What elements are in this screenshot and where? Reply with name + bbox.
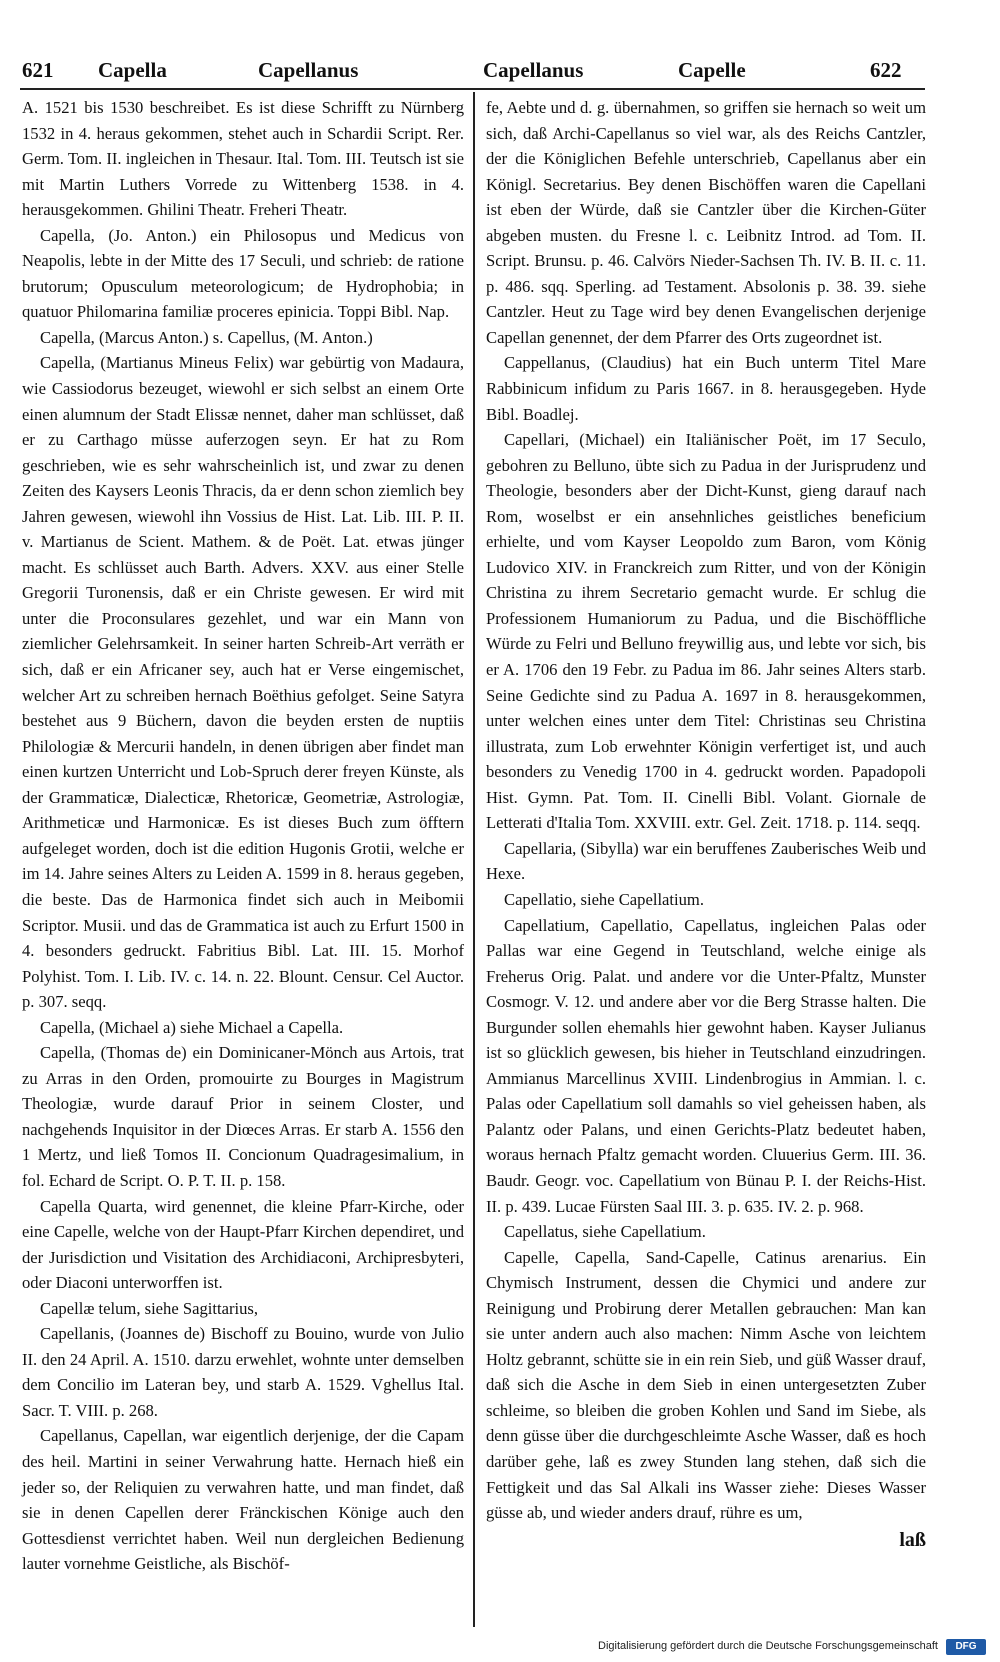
header-rule (20, 88, 925, 90)
entry-capella-martianus: Capella, (Martianus Mineus Felix) war gebürtig von Madaura, wie Cassiodorus bezeuget, wiewohl er sich selbst an einem Orte einen alumnum der Stadt Elissæ nennet, daher man schlüsset, daß er zu Carthago müsse auferzogen seyn. Er hat zu Rom geschrieben, wie es sehr wahrscheinlich ist, und zwar zu denen Zeiten des Kaysers Leonis Thracis, da er denn schon ziemlich bey Jahren gewesen, wiewohl ihn Vossius de Hist. Lat. Lib. III. P. II. v. Martianus de Scient. Mathem. & de Poët. Lat. etwas jünger macht. Es schlüsset auch Barth. Advers. XXV. aus einer Stelle Gregorii Turonensis, daß er ein Christe gewesen. Er wird mit unter die Proconsulares gezehlet, und war ein Mann von ziemlicher Gelehrsamkeit. In seiner harten Schreib-Art verräth er sich, daß er ein Africaner sey, auch hat er Verse eingemischet, welcher Art zu schreiben hernach Boëthius gefolget. Seine Satyra bestehet aus 9 Büchern, davon die beyden ersten de nuptiis Philologiæ & Mercurii handeln, in denen übrigen aber findet man einen kurtzen Unterricht und Lob-Spruch derer freyen Künste, als der Grammaticæ, Dialecticæ, Rhetoricæ, Geometriæ, Astrologiæ, Arithmeticæ und Harmonicæ. Es ist dieses Buch zum öfftern aufgeleget worden, doch ist die edition Hugonis Grotii, welche er im 14. Jahre seines Alters zu Leiden A. 1599 in 8. heraus gegeben, die beste. Das de Harmonica findet sich auch in Meibomii Scriptor. Musii. und das de Grammatica ist auch zu Erfurt 1500 in 4. besonders gedruckt. Fabritius Bibl. Lat. III. 15. Morhof Polyhist. Tom. I. Lib. IV. c. 14. n. 22. Blount. Censur. Cel Auctor. p. 307. seqq. (22, 353, 464, 1012)
funding-credit: Digitalisierung gefördert durch die Deutsche Forschungsgemeinschaft (598, 1640, 938, 1652)
column-divider (473, 92, 475, 1627)
dfg-logo: DFG (946, 1639, 986, 1655)
entry-capellatus: Capellatus, siehe Capellatium. (504, 1222, 706, 1242)
header-word-capellanus-left: Capellanus (258, 58, 359, 82)
entry-capellaria-sibylla: Capellaria, (Sibylla) war ein beruffenes Zauberisches Weib und Hexe. (486, 838, 926, 884)
page-number-right: 622 (870, 58, 902, 82)
entry-capellanis-joannes: Capellanis, (Joannes de) Bischoff zu Bouino, wurde von Julio II. den 24 April. A. 1510. darzu erwehlet, wohnte unter demselben dem Concilio im Lateran bey, und starb A. 1529. Vghellus Ital. Sacr. T. VIII. p. 268. (22, 1324, 464, 1420)
left-column (22, 95, 464, 1577)
entry-capella-michael: Capella, (Michael a) siehe Michael a Capella. (40, 1017, 344, 1037)
entry-capella-thomas: Capella, (Thomas de) ein Dominicaner-Mönch aus Artois, trat zu Arras in den Orden, promouirte zu Bourges in Magistrum Theologiæ, wurde darauf Prior in seinem Closter, und nachgehends Inquisitor in der Diœces Arras. Er starb A. 1556 den 1 Mertz, und ließ Tomos II. Concionum Quadragesimalium, in fol. Echard de Script. O. P. T. II. p. 158. (22, 1043, 464, 1190)
header-word-capellanus-right: Capellanus (483, 58, 584, 82)
entry-cappellanus-claudius: Cappellanus, (Claudius) hat ein Buch unterm Titel Mare Rabbinicum infidum zu Paris 1667. in 8. herausgegeben. Hyde Bibl. Boadlej. (486, 353, 926, 424)
catchword: laß (899, 1528, 926, 1551)
entry-capellanus: Capellanus, Capellan, war eigentlich derjenige, der die Capam des heil. Martini in seiner Verwahrung hatte. Hernach hieß ein jeder so, der Reliquien zu verwahren hatte, und man findet, daß sie in denen Capellen derer Fränckischen Könige auch den Gottesdienst verrichtet haben. Weil nun dergleichen Bedienung lauter vornehme Geistliche, als Bischöf- (22, 1426, 464, 1574)
entry-capellari-michael: Capellari, (Michael) ein Italiänischer Poët, im 17 Seculo, gebohren zu Belluno, übte sich zu Padua in der Jurisprudenz und Theologie, besonders aber der Dicht-Kunst, gieng darauf nach Rom, woselbst er ein ansehnliches geistliches beneficium erhielte, und vom Kayser Leopoldo zum Baron, vom König Ludovico XIV. in Franckreich zum Ritter, und von der Königin Christina zu ihrem Secretario gemacht wurde. Er schlug die Professionem Humaniorum zu Padua, und die Bischöffliche Würde zu Felri und Belluno freywillig aus, und lebte vor sich, bis er A. 1706 den 19 Febr. zu Padua im 86. Jahr seines Alters starb. Seine Gedichte sind zu Padua A. 1697 in 8. herausgekommen, unter welchen eines unter dem Titel: Christinas seu Christina illustrata, zum Lob erwehnter Königin verfertiget ist, und auch besonders zu Venedig 1700 in 4. gedruckt worden. Papadopoli Hist. Gymn. Pat. Tom. II. Cinelli Bibl. Volant. Giornale de Letterati d'Italia Tom. XXVIII. extr. Gel. Zeit. 1718. p. 114. seqq. (486, 430, 926, 833)
entry-capellanus-continued: fe, Aebte und d. g. übernahmen, so griffen sie hernach so weit um sich, daß Archi-Capellanus so viel war, als des Reichs Cantzler, der die Königlichen Befehle unterschrieb, Capellanus aber ein Königl. Secretarius. Bey denen Bischöffen waren die Capellani ist eben der Würde, daß sie Cantzler über die Kirchen-Güter abgeben musten. du Fresne l. c. Leibnitz Introd. ad Tom. II. Script. Brunsu. p. 46. Calvörs Nieder-Sachsen Th. IV. B. II. c. 11. p. 486. sqq. Sperling. ad Testament. Absolonis p. 38. 39. siehe Cantzler. Heut zu Tage wird bey denen Evangelischen derjenige Capellan genennet, der dem Pfarrer des Orts zugeordnet ist. (486, 98, 926, 347)
entry-capellatio: Capellatio, siehe Capellatium. (504, 889, 704, 909)
header-word-capelle: Capelle (678, 58, 746, 82)
entry-capella-marcus-anton: Capella, (Marcus Anton.) s. Capellus, (M. Anton.) (40, 327, 373, 347)
header-word-capella: Capella (98, 58, 167, 82)
entry-capellatium: Capellatium, Capellatio, Capellatus, ingleichen Palas oder Pallas war eine Gegend in Teutschland, welche einige als Freherus Orig. Palat. und andere vor die Unter-Pfaltz, Munster Cosmogr. V. 12. und andere aber vor die Berg Strasse halten. Die Burgunder sollen ehemahls hier gewohnt haben. Kayser Julianus ist so glücklich gewesen, bis hieher in Teutschland einzudringen. Ammianus Marcellinus XVIII. Lindenbrogius in Ammian. l. c. Palas oder Capellatium soll damahls so viel geheissen haben, als Palantz oder Palans, und einen Gerichts-Platz bedeutet haben, woraus hernach Pfaltz gemacht worden. Cluuerius Germ. III. 36. Baudr. Geogr. voc. Capellatium von Bünau P. I. der Reichs-Hist. II. p. 439. Lucae Fürsten Saal III. 3. p. 635. IV. 2. p. 968. (486, 915, 926, 1216)
entry-capelle: Capelle, Capella, Sand-Capelle, Catinus arenarius. Ein Chymisch Instrument, dessen die Chymici und andere zur Reinigung und Probirung derer Metallen gebrauchen: Man kan sie unter andern auch also machen: Nimm Asche von leichtem Holtz gebrannt, schütte sie in ein rein Sieb, und güß Wasser drauf, daß sich die Asche in dem Sieb in einen untergesetzten Zuber schleime, so bleiben die groben Kohlen und Sand im Siebe, als denn güsse über die durchgeschleimte Asche Wasser, daß es hoch darüber gehe, laß es zwey Stunden lang stehen, daß sich die Fettigkeit und das Sal Alkali ins Wasser ziehe: Dieses Wasser güsse ab, und wieder anders drauf, rühre es um, (486, 1247, 926, 1523)
entry-continuation: A. 1521 bis 1530 beschreibet. Es ist diese Schrifft zu Nürnberg 1532 in 4. heraus gekommen, stehet auch in Schardii Script. Rer. Germ. Tom. II. ingleichen in Thesaur. Ital. Tom. III. Teutsch ist sie mit Martin Luthers Vorrede zu Wittenberg 1538. in 4. herausgekommen. Ghilini Theatr. Freheri Theatr. (22, 98, 464, 220)
entry-capella-jo-anton: Capella, (Jo. Anton.) ein Philosopus und Medicus von Neapolis, lebte in der Mitte des 17 Seculi, und schrieb: de ratione brutorum; Opusculum meteorologicum; de Hydrophobia; in quatuor Philomarina familiæ proceres epinicia. Toppi Bibl. Nap. (22, 225, 464, 322)
entry-capella-quarta: Capella Quarta, wird genennet, die kleine Pfarr-Kirche, oder eine Capelle, welche von der Haupt-Pfarr Kirchen dependiret, und der Jurisdiction und Visitation des Archidiaconi, Archipresbyteri, oder Diaconi unterworffen ist. (22, 1196, 464, 1293)
entry-capellae-telum: Capellæ telum, siehe Sagittarius, (40, 1298, 258, 1318)
digitization-footer (0, 1636, 1000, 1662)
page-number-left: 621 (22, 58, 54, 82)
right-column (486, 95, 926, 1553)
running-header (0, 58, 1000, 90)
